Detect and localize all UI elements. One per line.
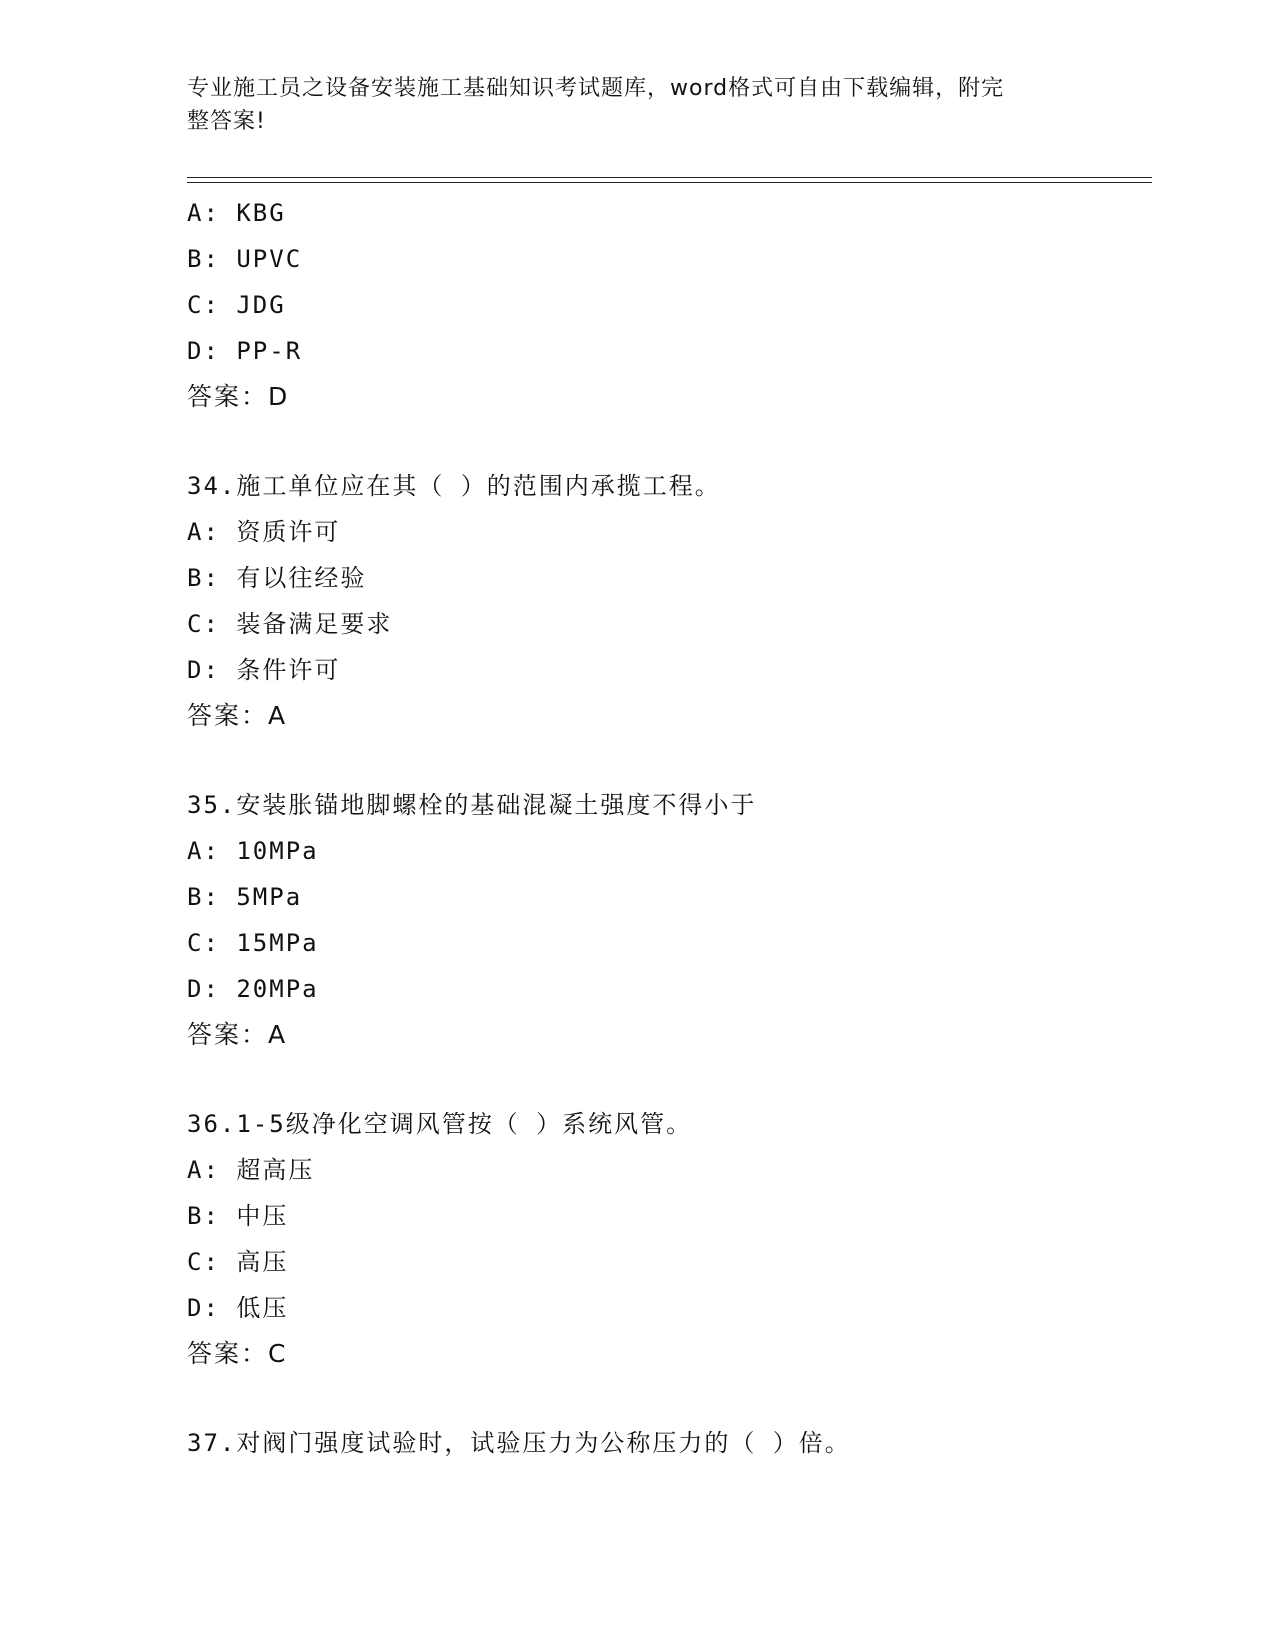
option-b: B: 5MPa [187, 883, 303, 911]
question-block-36 [187, 1101, 1152, 1377]
option-a: A: KBG [187, 199, 286, 227]
answer-line: 答案：C [187, 1339, 288, 1368]
header-title-line-1: 专业施工员之设备安装施工基础知识考试题库，word格式可自由下载编辑，附完 [187, 76, 1005, 101]
question-list [187, 190, 1152, 1466]
option-b: B: 中压 [187, 1202, 289, 1230]
question-block-35 [187, 782, 1152, 1058]
question-stem: 35.安装胀锚地脚螺栓的基础混凝土强度不得小于 [187, 791, 757, 819]
option-b: B: UPVC [187, 245, 303, 273]
document-header [187, 72, 1087, 138]
option-d: D: PP-R [187, 337, 303, 365]
option-c: C: 15MPa [187, 929, 319, 957]
header-divider-bottom [187, 182, 1152, 183]
option-a: A: 10MPa [187, 837, 319, 865]
question-stem: 36.1-5级净化空调风管按（ ）系统风管。 [187, 1110, 693, 1138]
option-d: D: 条件许可 [187, 656, 341, 684]
option-c: C: JDG [187, 291, 286, 319]
option-d: D: 20MPa [187, 975, 319, 1003]
question-block-33 [187, 190, 1152, 420]
option-c: C: 装备满足要求 [187, 610, 393, 638]
question-block-34 [187, 463, 1152, 739]
option-c: C: 高压 [187, 1248, 289, 1276]
header-divider-top [187, 177, 1152, 178]
answer-line: 答案：A [187, 701, 288, 730]
option-a: A: 超高压 [187, 1156, 315, 1184]
question-stem: 34.施工单位应在其（ ）的范围内承揽工程。 [187, 472, 721, 500]
answer-line: 答案：D [187, 382, 290, 411]
question-block-37 [187, 1420, 1152, 1466]
answer-line: 答案：A [187, 1020, 288, 1049]
question-stem: 37.对阀门强度试验时，试验压力为公称压力的（ ）倍。 [187, 1429, 851, 1457]
option-b: B: 有以往经验 [187, 564, 367, 592]
header-title-line-2: 整答案! [187, 109, 266, 134]
option-a: A: 资质许可 [187, 518, 341, 546]
option-d: D: 低压 [187, 1294, 289, 1322]
